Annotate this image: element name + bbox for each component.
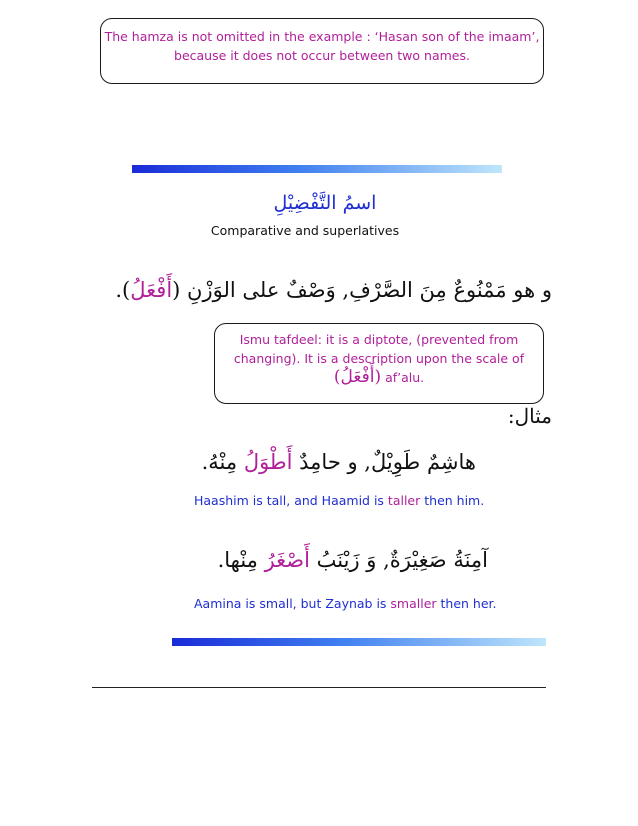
example-1-ar-after: مِنْهُ. — [201, 450, 244, 474]
example-1-en-highlight: taller — [387, 493, 421, 508]
example-2-ar-highlight: أَصْغَرُ — [264, 548, 310, 572]
example-1-en-before: Haashim is tall, and Haamid is — [194, 493, 388, 508]
example-2-en-after: then her. — [436, 596, 497, 611]
section-subtitle-english: Comparative and superlatives — [210, 223, 400, 238]
grammar-rule-arabic — [115, 278, 552, 302]
example-1-en-after: then him. — [420, 493, 485, 508]
example-2-en-before: Aamina is small, but Zaynab is — [194, 596, 391, 611]
top-note-line-1: The hamza is not omitted in the example : ‘Hasan son of the imaam’, — [104, 29, 540, 44]
example-1-ar-before: هاشِمٌ طَوِيْلٌ, و حامِدٌ — [292, 450, 476, 474]
example-2-arabic — [178, 548, 488, 572]
rule-end: ). — [115, 278, 131, 302]
middle-note-line-3 — [215, 368, 543, 387]
example-1-ar-highlight: أَطْوَلُ — [243, 450, 293, 474]
example-2-en-highlight: smaller — [390, 596, 437, 611]
examples-heading: مثال: — [507, 404, 552, 428]
top-note-line-2: because it does not occur between two names. — [174, 48, 470, 63]
middle-note-line-1: Ismu tafdeel: it is a diptote, (prevented from — [239, 332, 519, 347]
example-2-ar-before: آمِنَةُ صَغِيْرَةٌ, وَ زَيْنَبُ — [309, 548, 488, 572]
rule-pattern: أَفْعَلُ — [130, 278, 173, 302]
rule-text: و هو مَمْنُوعٌ مِنَ الصَّرْفِ, وَصْفٌ على الوَزْنِ ( — [172, 278, 552, 302]
decorative-gradient-bar-bottom — [172, 638, 546, 646]
middle-note-box — [214, 323, 544, 404]
example-1-arabic — [196, 450, 476, 474]
example-1-english — [194, 493, 484, 508]
top-note-box — [100, 18, 544, 84]
decorative-gradient-bar-top — [132, 165, 502, 173]
middle-note-pattern-english: af’alu. — [385, 370, 425, 385]
example-2-english — [194, 596, 497, 611]
middle-note-pattern-arabic: (أَفْعَلُ) — [333, 367, 382, 387]
example-2-ar-after: مِنْها. — [217, 548, 265, 572]
section-title-arabic: اسمُ التَّفْضِيْلِ — [273, 192, 377, 214]
middle-note-line-2: changing). It is a description upon the scale of — [233, 351, 525, 366]
horizontal-divider — [92, 687, 546, 688]
